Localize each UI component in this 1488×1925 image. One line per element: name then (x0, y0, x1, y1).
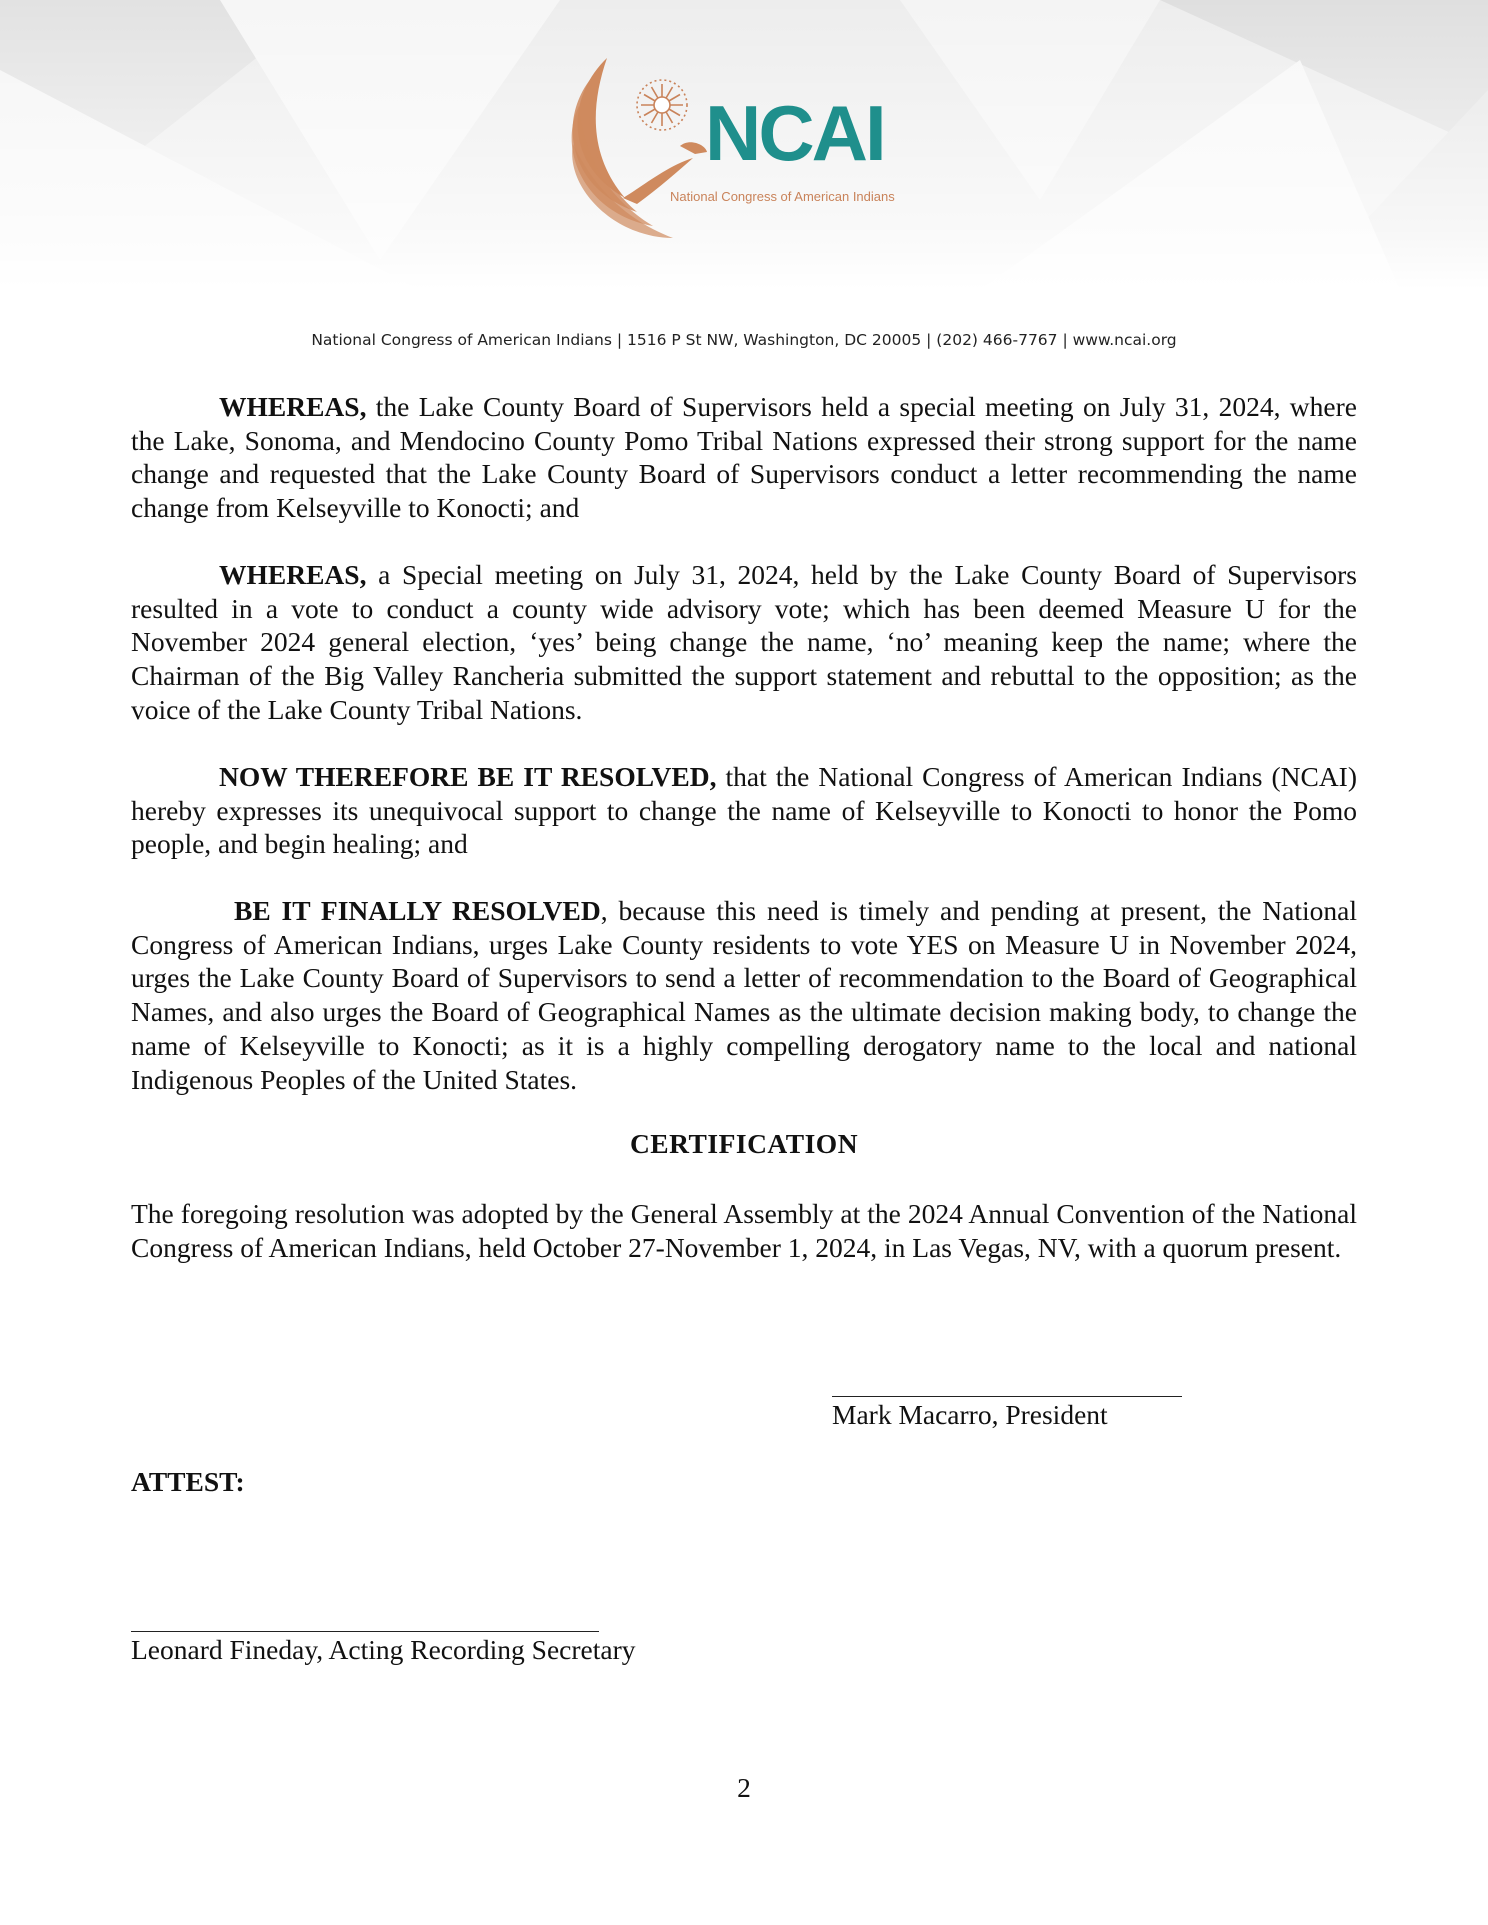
paragraph-lead: BE IT FINALLY RESOLVED (234, 895, 601, 926)
secretary-name: Leonard Fineday, Acting Recording Secretary (131, 1634, 636, 1665)
logo-wordmark: NCAI (705, 89, 884, 177)
certification-text: The foregoing resolution was adopted by the General Assembly at the 2024 Annual Convention of the National Congress of American Indians, held October 27-November 1, 2024, in Las Vegas, NV, with a quorum present. (131, 1198, 1357, 1263)
page-number: 2 (737, 1772, 751, 1803)
paragraph-body: the Lake County Board of Supervisors held a special meeting on July 31, 2024, where the Lake, Sonoma, and Mendocino County Pomo Tribal Nations expressed their strong support for the name change and requested that the Lake County Board of Supervisors conduct a letter recommending the name change from Kelseyville to Konocti; and (131, 391, 1357, 524)
contact-line: National Congress of American Indians | 1516 P St NW, Washington, DC 20005 | (202) 466-7767 | www.ncai.org (311, 331, 1177, 349)
resolved-paragraph (131, 760, 1357, 861)
certification-title: CERTIFICATION (629, 1128, 859, 1159)
paragraph-lead: NOW THEREFORE BE IT RESOLVED, (219, 761, 717, 792)
ncai-logo (555, 48, 915, 248)
logo-subtitle: National Congress of American Indians (670, 189, 895, 204)
whereas-paragraph-1 (131, 390, 1357, 525)
paragraph-body: that the National Congress of American Indians (NCAI) hereby expresses its unequivocal support to change the name of Kelseyville to Konocti to honor the Pomo people, and begin healing; and (131, 761, 1357, 860)
paragraph-body: , because this need is timely and pending at present, the National Congress of American Indians, urges Lake County residents to vote YES on Measure U in November 2024, urges the Lake County Board of Supervisors to send a letter of recommendation to the Board of Geographical Names, and also urges the Board of Geographical Names as the ultimate decision making body, to change the name of Kelseyville to Konocti; as it is a highly compelling derogatory name to the local and national Indigenous Peoples of the United States. (131, 895, 1357, 1095)
president-name: Mark Macarro, President (832, 1399, 1108, 1430)
attest-label: ATTEST: (131, 1466, 245, 1497)
finally-resolved-paragraph (131, 894, 1357, 1096)
secretary-signature-line (131, 1631, 599, 1632)
paragraph-lead: WHEREAS, (219, 559, 367, 590)
whereas-paragraph-2 (131, 558, 1357, 727)
eagle-wing-icon (572, 58, 707, 238)
president-signature-line (832, 1396, 1182, 1397)
paragraph-lead: WHEREAS, (219, 391, 367, 422)
sun-rays-icon (637, 80, 687, 130)
paragraph-body: a Special meeting on July 31, 2024, held by the Lake County Board of Supervisors resulted in a vote to conduct a county wide advisory vote; which has been deemed Measure U for the November 2024 general election, ‘yes’ being change the name, ‘no’ meaning keep the name; where the Chairman of the Big Valley Rancheria submitted the support statement and rebuttal to the opposition; as the voice of the Lake County Tribal Nations. (131, 559, 1357, 725)
